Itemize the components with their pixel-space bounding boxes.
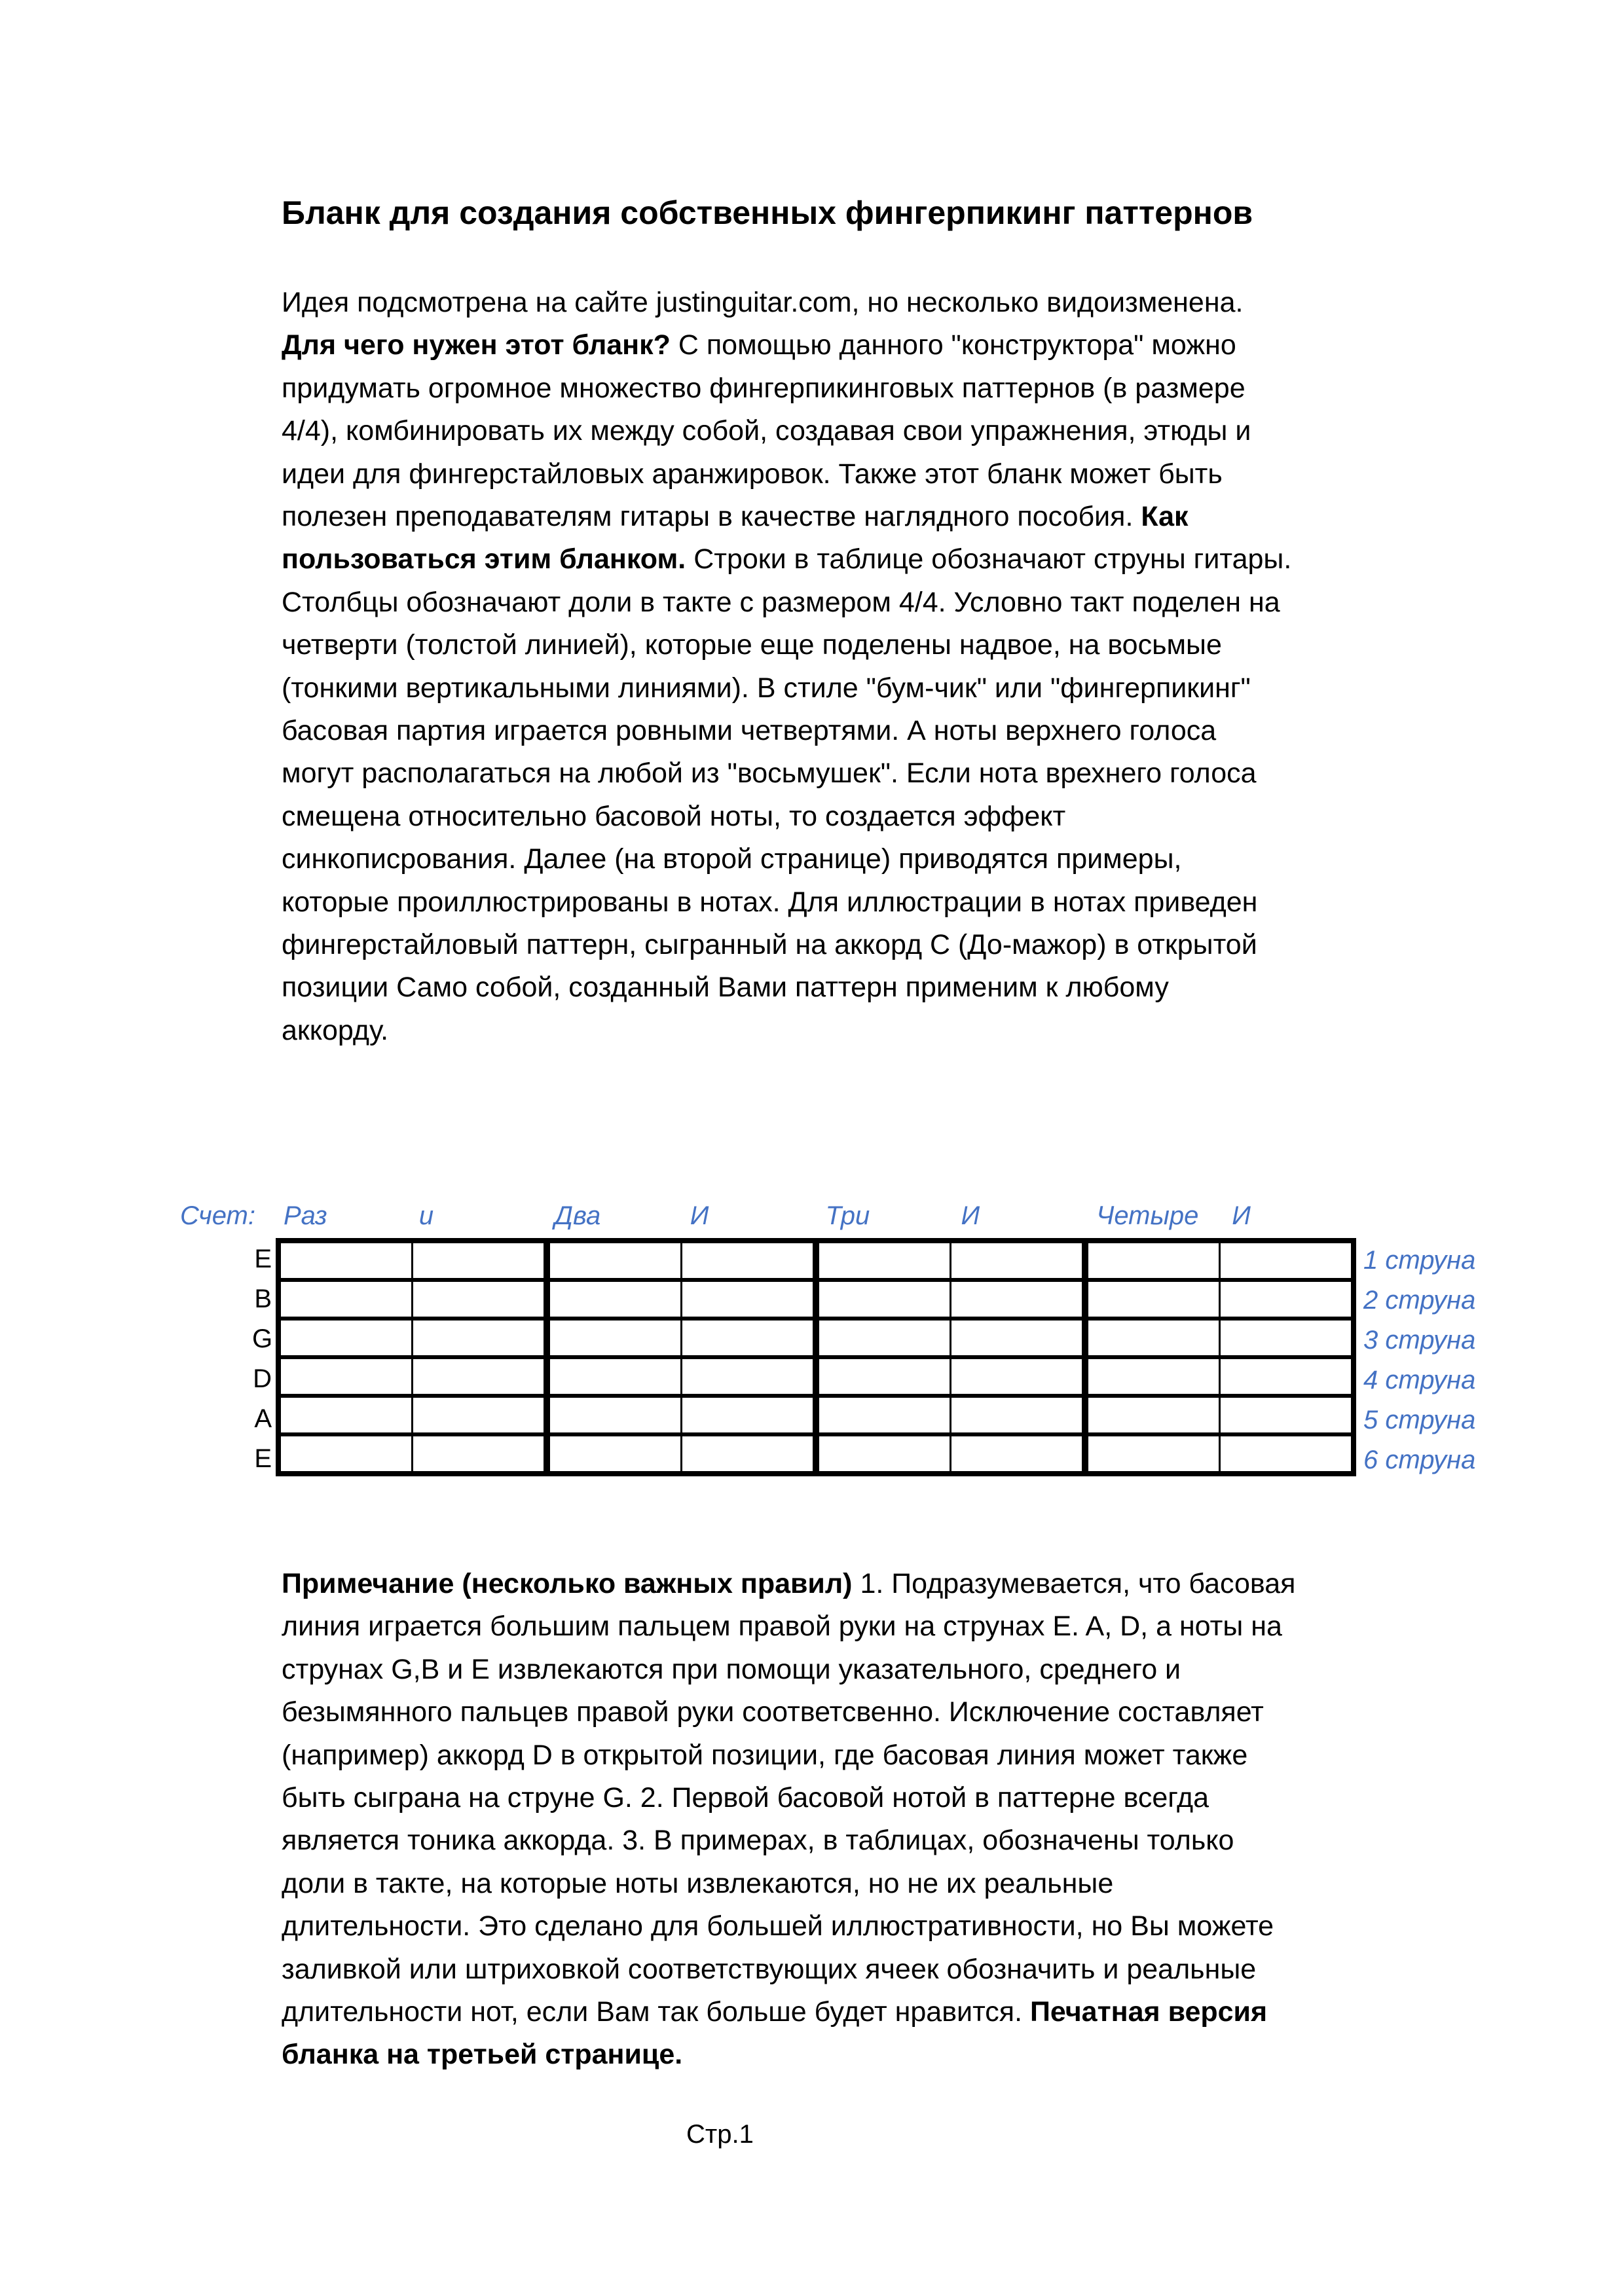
text-line — [282, 454, 1223, 494]
string-number-label: 3 струна — [1363, 1326, 1476, 1355]
pattern-cell[interactable] — [413, 1434, 547, 1474]
pattern-cell[interactable] — [1220, 1357, 1354, 1396]
text-segment: смещена относительно басовой ноты, то создается эффект — [282, 800, 1066, 832]
pattern-cell[interactable] — [547, 1241, 682, 1280]
pattern-cell[interactable] — [816, 1357, 951, 1396]
bold-text: Как — [1141, 501, 1189, 532]
string-note-label: D — [253, 1364, 272, 1393]
pattern-cell[interactable] — [1220, 1434, 1354, 1474]
beat-label: и — [418, 1201, 434, 1230]
pattern-cell[interactable] — [1220, 1396, 1354, 1434]
text-line — [282, 1864, 1113, 1903]
text-segment: аккорду. — [282, 1014, 389, 1046]
text-line — [282, 1821, 1234, 1860]
text-segment: которые проиллюстрированы в нотах. Для иллюстрации в нотах приведен — [282, 886, 1258, 918]
string-row — [278, 1434, 1354, 1474]
text-line — [282, 1564, 1295, 1603]
beat-label: Три — [825, 1201, 870, 1230]
count-label: Счет: — [180, 1201, 255, 1230]
text-line — [282, 925, 1257, 964]
pattern-cell[interactable] — [1085, 1280, 1220, 1319]
pattern-cell[interactable] — [547, 1319, 682, 1357]
text-line — [282, 668, 1251, 708]
pattern-cell[interactable] — [682, 1319, 817, 1357]
string-row — [278, 1319, 1354, 1357]
text-segment: заливкой или штриховкой соответствующих ячеек обозначить и реальные — [282, 1953, 1257, 1985]
beat-label: Четыре — [1096, 1201, 1199, 1230]
pattern-cell[interactable] — [547, 1280, 682, 1319]
text-line — [282, 711, 1216, 750]
text-line — [282, 1607, 1282, 1646]
string-note-label: B — [254, 1285, 272, 1313]
pattern-cell[interactable] — [682, 1280, 817, 1319]
beat-label: И — [961, 1201, 980, 1230]
beat-label: Раз — [284, 1201, 327, 1230]
pattern-cell[interactable] — [816, 1434, 951, 1474]
text-segment: доли в такте, на которые ноты извлекаются, но не их реальные — [282, 1867, 1114, 1899]
text-line — [282, 539, 1291, 579]
pattern-cell[interactable] — [278, 1357, 413, 1396]
text-segment: фингерстайловый паттерн, сыгранный на аккорд C (До-мажор) в открытой — [282, 929, 1257, 960]
text-segment: могут располагаться на любой из "восьмушек". Если нота врехнего голоса — [282, 757, 1257, 790]
pattern-cell[interactable] — [816, 1396, 951, 1434]
string-number-label: 1 струна — [1363, 1246, 1476, 1275]
string-row — [278, 1280, 1354, 1319]
pattern-cell[interactable] — [278, 1280, 413, 1319]
pattern-grid[interactable] — [276, 1238, 1356, 1476]
text-segment: четверти (толстой линией), которые еще поделены надвое, на восьмые — [282, 629, 1222, 661]
text-line — [282, 1011, 388, 1050]
bold-text: Для чего нужен этот бланк? — [282, 329, 671, 361]
beat-label: И — [1232, 1201, 1251, 1230]
text-line — [282, 497, 1189, 536]
text-line — [282, 968, 1169, 1007]
pattern-cell[interactable] — [413, 1396, 547, 1434]
pattern-cell[interactable] — [547, 1434, 682, 1474]
page-number: Стр.1 — [686, 2120, 754, 2149]
pattern-cell[interactable] — [278, 1396, 413, 1434]
text-line — [282, 325, 1236, 365]
text-line — [282, 583, 1280, 622]
pattern-cell[interactable] — [816, 1280, 951, 1319]
pattern-cell[interactable] — [413, 1357, 547, 1396]
pattern-cell[interactable] — [951, 1357, 1086, 1396]
pattern-cell[interactable] — [1220, 1319, 1354, 1357]
pattern-cell[interactable] — [951, 1241, 1086, 1280]
pattern-cell[interactable] — [951, 1434, 1086, 1474]
bold-text: Примечание (несколько важных правил) — [282, 1568, 853, 1599]
text-line — [282, 2035, 682, 2074]
text-line — [282, 754, 1257, 793]
string-row — [278, 1357, 1354, 1396]
pattern-cell[interactable] — [682, 1434, 817, 1474]
text-segment: (например) аккорд D в открытой позиции, где басовая линия может также — [282, 1739, 1248, 1771]
text-line — [282, 369, 1246, 408]
pattern-cell[interactable] — [1085, 1357, 1220, 1396]
pattern-cell[interactable] — [1220, 1241, 1354, 1280]
pattern-cell[interactable] — [413, 1319, 547, 1357]
text-segment: длительности. Это сделано для большей иллюстративности, но Вы можете — [282, 1910, 1274, 1942]
string-note-label: G — [252, 1324, 273, 1353]
string-number-label: 6 струна — [1363, 1446, 1476, 1474]
pattern-cell[interactable] — [951, 1280, 1086, 1319]
text-segment: безымянного пальцев правой руки соответсвенно. Исключение составляет — [282, 1696, 1264, 1728]
pattern-cell[interactable] — [682, 1357, 817, 1396]
text-segment: придумать огромное множество фингерпикинговых паттернов (в размере — [282, 372, 1246, 404]
pattern-cell[interactable] — [682, 1241, 817, 1280]
pattern-cell[interactable] — [413, 1280, 547, 1319]
text-segment: (тонкими вертикальными линиями). В стиле "бум-чик" или "фингерпикинг" — [282, 672, 1251, 704]
string-note-label: A — [254, 1404, 272, 1433]
text-line — [282, 883, 1257, 922]
text-segment: является тоника аккорда. 3. В примерах, в таблицах, обозначены только — [282, 1825, 1234, 1857]
pattern-cell[interactable] — [951, 1396, 1086, 1434]
text-segment: линия играется большим пальцем правой руки на струнах E. A, D, а ноты на — [282, 1611, 1282, 1643]
pattern-cell[interactable] — [278, 1319, 413, 1357]
pattern-cell[interactable] — [1220, 1280, 1354, 1319]
beat-label: Два — [554, 1201, 601, 1230]
text-line — [282, 1992, 1267, 2032]
text-line — [282, 839, 1181, 879]
text-segment: Идея подсмотрена на сайте justinguitar.com, но несколько видоизменена. — [282, 287, 1244, 318]
text-line — [282, 1778, 1209, 1817]
text-segment: С помощью данного "конструктора" можно — [670, 329, 1236, 361]
text-segment: 4/4), комбинировать их между собой, создавая свои упражнения, этюды и — [282, 415, 1251, 447]
string-number-label: 2 струна — [1363, 1286, 1476, 1315]
string-note-label: E — [254, 1245, 272, 1273]
text-segment: басовая партия играется ровными четвертями. А ноты верхнего голоса — [282, 715, 1217, 746]
string-row — [278, 1396, 1354, 1434]
page-title: Бланк для создания собственных фингерпикинг паттернов — [282, 194, 1253, 231]
string-number-label: 4 струна — [1363, 1366, 1476, 1394]
text-line — [282, 1692, 1264, 1732]
pattern-cell[interactable] — [816, 1319, 951, 1357]
text-segment: длительности нот, если Вам так больше будет нравится. — [282, 1996, 1030, 2028]
pattern-cell[interactable] — [816, 1241, 951, 1280]
text-line — [282, 1736, 1247, 1775]
bold-text: Печатная версия — [1029, 1996, 1268, 2028]
beat-label: И — [690, 1201, 709, 1230]
text-segment: синкописрования. Далее (на второй странице) приводятся примеры, — [282, 843, 1182, 875]
string-note-label: E — [254, 1444, 272, 1473]
string-row — [278, 1241, 1354, 1280]
text-segment: быть сыграна на струне G. 2. Первой басовой нотой в паттерне всегда — [282, 1782, 1209, 1813]
pattern-cell[interactable] — [278, 1434, 413, 1474]
text-segment: Строки в таблице обозначают струны гитары. — [686, 543, 1292, 575]
pattern-cell[interactable] — [278, 1241, 413, 1280]
pattern-cell[interactable] — [547, 1357, 682, 1396]
string-number-label: 5 струна — [1363, 1406, 1476, 1434]
text-line — [282, 1650, 1181, 1689]
pattern-cell[interactable] — [1085, 1434, 1220, 1474]
text-segment: полезен преподавателям гитары в качестве наглядного пособия. — [282, 501, 1141, 532]
text-segment: позиции Само собой, созданный Вами паттерн применим к любому — [282, 972, 1169, 1004]
text-segment: идеи для фингерстайловых аранжировок. Также этот бланк может быть — [282, 458, 1223, 490]
pattern-cell[interactable] — [1085, 1396, 1220, 1434]
pattern-cell[interactable] — [682, 1396, 817, 1434]
text-segment: Столбцы обозначают доли в такте с размером 4/4. Условно такт поделен на — [282, 586, 1280, 618]
pattern-cell[interactable] — [413, 1241, 547, 1280]
pattern-cell[interactable] — [1085, 1241, 1220, 1280]
text-line — [282, 411, 1251, 450]
text-segment: струнах G,B и E извлекаются при помощи указательного, среднего и — [282, 1653, 1181, 1685]
text-line — [282, 797, 1065, 836]
text-line — [282, 1906, 1274, 1946]
text-line — [282, 1950, 1256, 1989]
pattern-cell[interactable] — [547, 1396, 682, 1434]
text-segment: 1. Подразумевается, что басовая — [852, 1568, 1296, 1599]
text-line — [282, 283, 1243, 322]
pattern-cell[interactable] — [951, 1319, 1086, 1357]
text-line — [282, 625, 1222, 665]
pattern-cell[interactable] — [1085, 1319, 1220, 1357]
bold-text: пользоваться этим бланком. — [282, 543, 686, 575]
bold-text: бланка на третьей странице. — [282, 2039, 683, 2071]
